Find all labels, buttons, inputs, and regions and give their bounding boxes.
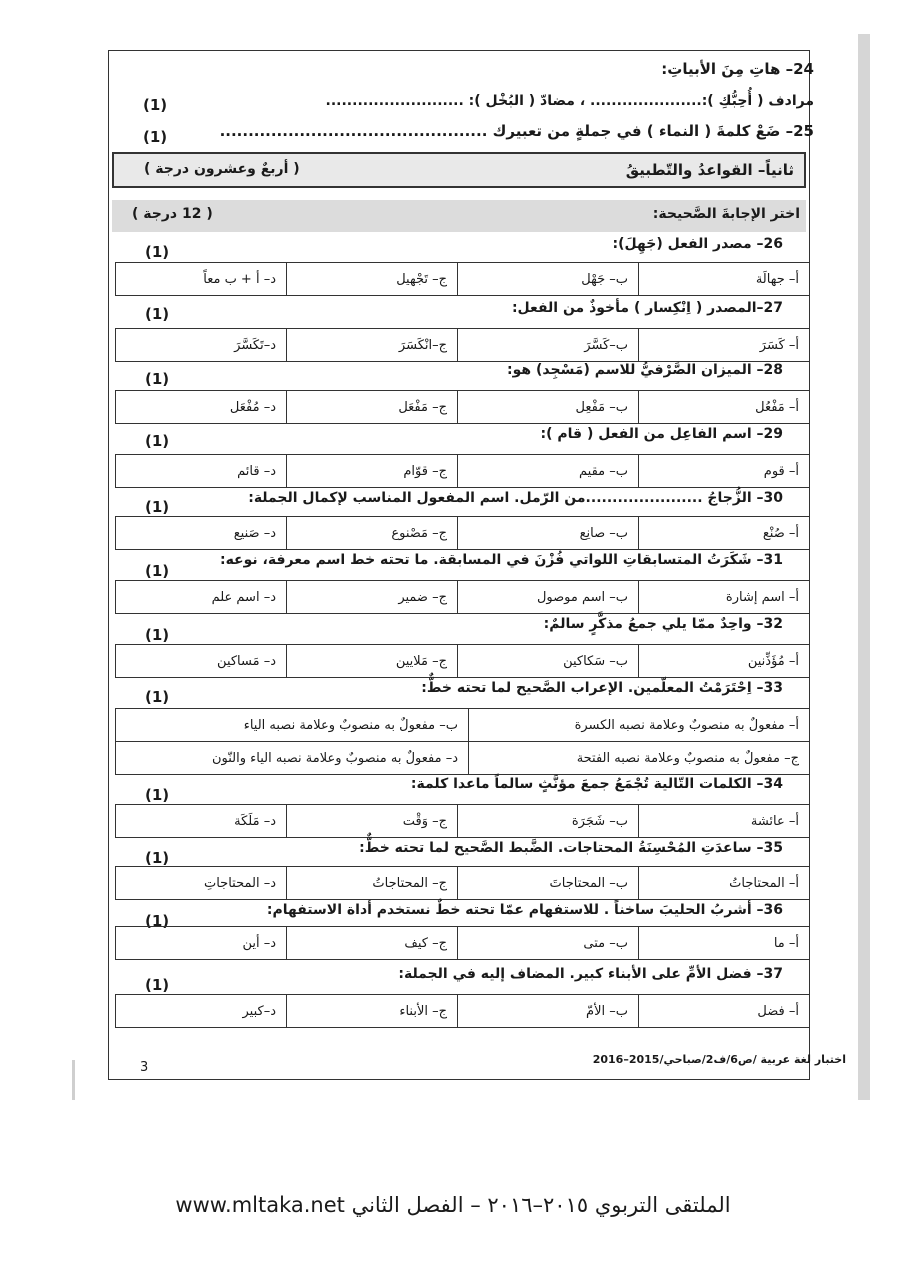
option-c[interactable]: ج– مَصْنوع (287, 517, 458, 550)
option-d[interactable]: د– صَنيع (116, 517, 287, 550)
option-b[interactable]: ب– اسم موصول (458, 581, 639, 614)
option-b[interactable]: ب– متى (458, 927, 639, 960)
question-24-line: مرادف ( أُحِبُّكِ ):..................... ، مضادّ ( البُخْل ): .......................... (325, 93, 814, 109)
option-d[interactable]: د– أين (116, 927, 287, 960)
subheading-title: اختر الإجابةَ الصَّحيحة: (652, 206, 800, 222)
option-a[interactable]: أ– مفعولٌ به منصوبٌ وعلامة نصبه الكسرة (469, 709, 810, 742)
option-c[interactable]: ج– تَجْهيل (287, 263, 458, 296)
option-a[interactable]: أ– فضل (639, 995, 810, 1028)
page-number: 3 (140, 1060, 149, 1075)
section-header (112, 152, 806, 188)
question-24-mark: (1) (143, 96, 168, 114)
option-b[interactable]: ب– مَفْعِل (458, 391, 639, 424)
question-25-mark: (1) (143, 128, 168, 146)
option-b[interactable]: ب– جَهْل (458, 263, 639, 296)
options-table (115, 804, 810, 838)
options-table (115, 516, 810, 550)
option-a[interactable]: أ– مَفْعُل (639, 391, 810, 424)
question-25-line: 25– ضَعْ كلمةَ ( النماء ) في جملةٍ من تعبيرك ............................................... (219, 122, 814, 140)
option-d[interactable]: د– اسم علم (116, 581, 287, 614)
option-d[interactable]: د– أ + ب معاً (116, 263, 287, 296)
option-c[interactable]: ج– مَلايين (287, 645, 458, 678)
option-d[interactable]: د– مُفْعَل (116, 391, 287, 424)
options-table (115, 644, 810, 678)
option-d[interactable]: د– مفعولٌ به منصوبٌ وعلامة نصبه الياء والنّون (116, 742, 469, 775)
question-text: 37– فضل الأمِّ على الأبناء كبير. المضاف إليه في الجملة: (398, 966, 783, 982)
option-d[interactable]: د–تَكَسَّرَ (116, 329, 287, 362)
question-mark: (1) (145, 305, 170, 323)
option-c[interactable]: ج– كيف (287, 927, 458, 960)
option-a[interactable]: أ– عائشة (639, 805, 810, 838)
option-c[interactable]: ج– وَقْت (287, 805, 458, 838)
option-a[interactable]: أ– ما (639, 927, 810, 960)
question-text: 32– واحِدٌ ممّا يلي جمعُ مذكَّرٍ سالمٌ: (543, 616, 783, 632)
options-table (115, 708, 810, 775)
question-mark: (1) (145, 626, 170, 644)
option-c[interactable]: ج– مَفْعَل (287, 391, 458, 424)
section-title: ثانياً– القواعدُ والتّطبيقُ (625, 161, 794, 179)
option-a[interactable]: أ– المحتاجاتُ (639, 867, 810, 900)
option-d[interactable]: د– قائم (116, 455, 287, 488)
options-table (115, 390, 810, 424)
option-a[interactable]: أ– مُؤَذِّنين (639, 645, 810, 678)
question-text: 36– أشربُ الحليبَ ساخناً . للاستفهام عمّا تحته خطٌ نستخدم أداة الاستفهام: (266, 902, 783, 918)
options-table (115, 994, 810, 1028)
option-b[interactable]: ب– مقيم (458, 455, 639, 488)
question-mark: (1) (145, 849, 170, 867)
question-text: 29– اسم الفاعِل من الفعل ( قام ): (540, 426, 783, 442)
option-a[interactable]: أ– اسم إشارة (639, 581, 810, 614)
option-b[interactable]: ب– شَجَرَة (458, 805, 639, 838)
subheading-bar (112, 200, 806, 232)
option-b[interactable]: ب– مفعولٌ به منصوبٌ وعلامة نصبه الياء (116, 709, 469, 742)
options-table (115, 262, 810, 296)
scan-edge (858, 34, 870, 1100)
question-mark: (1) (145, 370, 170, 388)
option-a[interactable]: أ– صُنْع (639, 517, 810, 550)
question-mark: (1) (145, 562, 170, 580)
question-mark: (1) (145, 498, 170, 516)
question-text: 33– اِحْتَرَمْتُ المعلّمين. الإعراب الصَّحيح لما تحته خطٌّ: (421, 680, 783, 696)
question-text: 28– الميزان الصَّرْفيُّ للاسم (مَسْجِد) هو: (507, 362, 783, 378)
options-table (115, 328, 810, 362)
option-b[interactable]: ب– المحتاجاتَ (458, 867, 639, 900)
option-d[interactable]: د– مَلَكَة (116, 805, 287, 838)
option-a[interactable]: أ– جهالَة (639, 263, 810, 296)
scan-edge (72, 1060, 75, 1100)
option-c[interactable]: ج– المحتاجاتُ (287, 867, 458, 900)
subheading-score: ( 12 درجة ) (132, 206, 213, 222)
option-b[interactable]: ب–كَسَّرَ (458, 329, 639, 362)
option-c[interactable]: ج– ضمير (287, 581, 458, 614)
options-table (115, 866, 810, 900)
question-text: 31– شَكَرَتُ المتسابقاتِ اللواتي فُزْنَ في المسابقة. ما تحته خط اسم معرفة، نوعه: (219, 552, 783, 568)
question-mark: (1) (145, 243, 170, 261)
option-d[interactable]: د–كبير (116, 995, 287, 1028)
option-a[interactable]: أ– كَسَرَ (639, 329, 810, 362)
option-c[interactable]: ج– قوّام (287, 455, 458, 488)
question-24-title: 24– هاتِ مِنَ الأبياتِ: (661, 60, 814, 78)
site-footer: الملتقى التربوي ٢٠١٥–٢٠١٦ – الفصل الثاني www.mltaka.net (175, 1193, 731, 1217)
option-d[interactable]: د– المحتاجاتِ (116, 867, 287, 900)
option-b[interactable]: ب– صانِع (458, 517, 639, 550)
question-mark: (1) (145, 912, 170, 930)
section-score: ( أربعٌ وعشرون درجة ) (144, 161, 300, 177)
option-d[interactable]: د– مَساكين (116, 645, 287, 678)
option-c[interactable]: ج– مفعولٌ به منصوبٌ وعلامة نصبه الفتحة (469, 742, 810, 775)
question-mark: (1) (145, 976, 170, 994)
question-text: 27–المصدر ( اِنْكِسار ) مأخوذٌ من الفعل: (511, 300, 783, 316)
question-mark: (1) (145, 786, 170, 804)
question-text: 26– مصدر الفعل (جَهِلَ): (612, 236, 783, 252)
question-mark: (1) (145, 688, 170, 706)
exam-reference: اختبار لغة عربية /ص6/ف2/صباحي/2015–2016 (592, 1053, 846, 1066)
options-table (115, 454, 810, 488)
question-text: 30– الزُّجاجُ ......................من الرّمل. اسم المفعول المناسب لإكمال الجملة: (248, 490, 783, 506)
options-table (115, 926, 810, 960)
option-b[interactable]: ب– سَكاكين (458, 645, 639, 678)
question-mark: (1) (145, 432, 170, 450)
option-b[interactable]: ب– الأمّ (458, 995, 639, 1028)
question-text: 35– ساعدَتِ المُحْسِنَةُ المحتاجات. الضَّبط الصَّحيح لما تحته خطٌّ: (359, 840, 783, 856)
option-c[interactable]: ج–انْكَسَرَ (287, 329, 458, 362)
option-a[interactable]: أ– قوم (639, 455, 810, 488)
question-text: 34– الكلمات التّالية تُجْمَعُ جمعَ مؤنَّثٍ سالماً ماعدا كلمة: (410, 776, 783, 792)
options-table (115, 580, 810, 614)
option-c[interactable]: ج– الأبناء (287, 995, 458, 1028)
